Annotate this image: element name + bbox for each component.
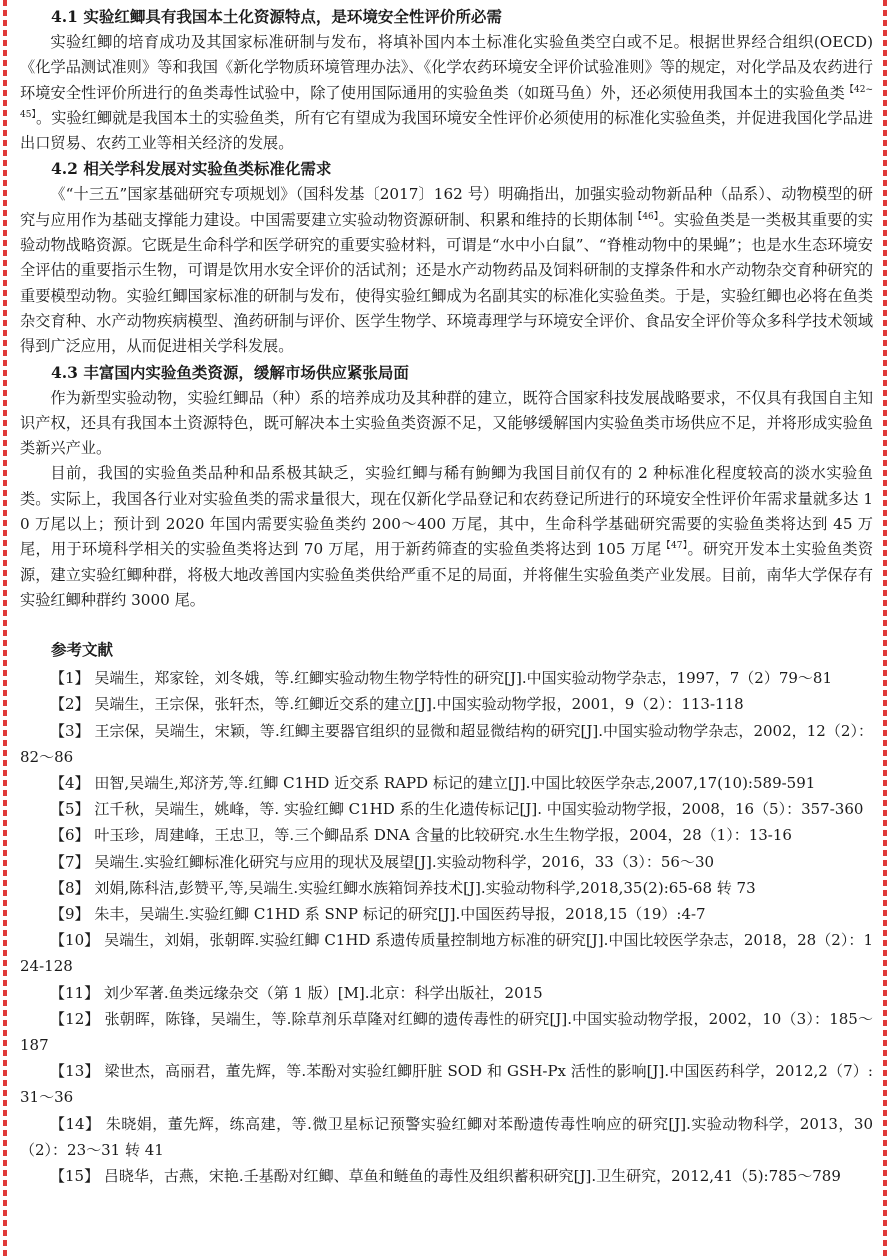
text-run: 《“十三五”国家基础研究专项规划》（国科发基〔2017〕162 号）明确指出，加强实验动物新品种（品系）、动物模型的研究与应用作为基础支撑能力建设。中国需要建立实验动物资源研制、积累和维持的长期体制	[20, 185, 873, 229]
reference-number: 【7】	[50, 852, 90, 871]
reference-text: 朱丰，吴端生.实验红鲫 C1HD 系 SNP 标记的研究[J].中国医药导报，2018,15（19）:4-7	[94, 905, 706, 924]
reference-number: 【4】	[50, 774, 90, 793]
reference-number: 【1】	[50, 669, 90, 688]
section-heading: 4.3 丰富国内实验鱼类资源，缓解市场供应紧张局面	[51, 362, 409, 382]
reference-item	[20, 1163, 873, 1189]
section-4-3	[20, 360, 873, 614]
reference-item	[20, 796, 873, 822]
references-list	[20, 665, 873, 1189]
reference-item	[20, 691, 873, 717]
text-run: 目前，我国的实验鱼类品种和品系极其缺乏，实验红鲫与稀有鮈鲫为我国目前仅有的 2 种标准化程度较高的淡水实验鱼类。实际上，我国各行业对实验鱼类的需求量很大，现在仅新化学品登记和农药登记所进行的环境安全性评价年需求量就多达 10 万尾以上；预计到 2020 年国内需要实验鱼类约 200～400 万尾，其中，生命科学基础研究需要的实验鱼类将达到 45 万尾，用于环境科学相关的实验鱼类将达到 70 万尾，用于新药筛查的实验鱼类将达到 105 万尾	[20, 464, 873, 559]
left-dashed-border	[3, 0, 7, 1259]
section-4-2	[20, 156, 873, 359]
body-paragraph	[20, 30, 873, 156]
reference-item	[20, 1006, 873, 1058]
reference-text: 王宗保，吴端生，宋颖，等.红鲫主要器官组织的显微和超显微结构的研究[J].中国实验动物学杂志，2002，12（2）：82～86	[20, 721, 873, 766]
reference-text: 吴端生，王宗保，张轩杰，等.红鲫近交系的建立[J].中国实验动物学报，2001，9（2）：113-118	[94, 695, 744, 714]
reference-item	[20, 822, 873, 848]
reference-text: 吕晓华，古燕，宋艳.壬基酚对红鲫、草鱼和鲢鱼的毒性及组织蓄积研究[J].卫生研究，2012,41（5):785～789	[103, 1167, 841, 1186]
text-run: 作为新型实验动物，实验红鲫品（种）系的培养成功及其种群的建立，既符合国家科技发展战略要求，不仅具有我国自主知识产权，还具有我国本土资源特色，既可解决本土实验鱼类资源不足，又能够缓解国内实验鱼类市场供应不足，并将形成实验鱼类新兴产业。	[20, 388, 873, 458]
reference-text: 刘娟,陈科洁,彭赞平,等,吴端生.实验红鲫水族箱饲养技术[J].实验动物科学,2018,35(2):65-68 转 73	[94, 878, 756, 897]
citation-marker: 【46】	[633, 211, 659, 222]
reference-item	[20, 875, 873, 901]
reference-number: 【14】	[50, 1114, 101, 1133]
reference-item	[20, 849, 873, 875]
reference-item	[20, 901, 873, 927]
reference-text: 梁世杰，高丽君，董先辉，等.苯酚对实验红鲫肝脏 SOD 和 GSH-Px 活性的影响[J].中国医药科学，2012,2（7）:31～36	[20, 1062, 873, 1107]
reference-number: 【9】	[50, 905, 90, 924]
reference-number: 【12】	[50, 1009, 100, 1028]
reference-number: 【5】	[50, 800, 90, 819]
body-paragraph	[20, 461, 873, 613]
reference-item	[20, 770, 873, 796]
reference-item	[20, 1111, 873, 1163]
citation-marker: 【42~45】	[20, 84, 874, 120]
reference-text: 田智,吴端生,郑济芳,等.红鲫 C1HD 近交系 RAPD 标记的建立[J].中国比较医学杂志,2007,17(10):589-591	[94, 774, 816, 793]
reference-text: 朱晓娟，董先辉，练高建，等.微卫星标记预警实验红鲫对苯酚遗传毒性响应的研究[J].实验动物科学，2013，30（2）：23～31 转 41	[20, 1114, 873, 1159]
right-dashed-border	[883, 0, 887, 1259]
reference-number: 【2】	[50, 695, 90, 714]
section-heading: 4.2 相关学科发展对实验鱼类标准化需求	[51, 159, 332, 179]
reference-text: 吴端生，刘娟，张朝晖.实验红鲫 C1HD 系遗传质量控制地方标准的研究[J].中国比较医学杂志，2018，28（2）：124-128	[20, 931, 873, 976]
reference-item	[20, 980, 873, 1006]
text-run: 。研究开发本土实验鱼类资源，建立实验红鲫种群，将极大地改善国内实验鱼类供给严重不足的局面，并将催生实验鱼类产业发展。目前，南华大学保存有实验红鲫种群约 3000 尾。	[20, 540, 874, 609]
reference-text: 江千秋，吴端生，姚峰，等. 实验红鲫 C1HD 系的生化遗传标记[J]. 中国实验动物学报，2008，16（5）：357-360	[94, 800, 864, 819]
reference-text: 吴端生，郑家铨，刘冬娥，等.红鲫实验动物生物学特性的研究[J].中国实验动物学杂志，1997，7（2）79～81	[94, 669, 833, 688]
section-4-1	[20, 4, 873, 156]
reference-item	[20, 1058, 873, 1110]
reference-number: 【15】	[50, 1167, 100, 1186]
document-page	[20, 4, 873, 1189]
references-title: 参考文献	[51, 640, 114, 660]
citation-marker: 【47】	[661, 541, 688, 552]
body-paragraph	[20, 182, 873, 359]
body-paragraph	[20, 386, 873, 462]
text-run: 。实验红鲫就是我国本土的实验鱼类，所有它有望成为我国环境安全性评价必须使用的标准化实验鱼类，并促进我国化学品进出口贸易、农药工业等相关经济的发展。	[20, 108, 874, 153]
reference-text: 吴端生.实验红鲫标准化研究与应用的现状及展望[J].实验动物科学，2016，33（3）：56～30	[94, 852, 715, 871]
body-sections	[20, 4, 873, 613]
reference-item	[20, 665, 873, 691]
text-run: 实验红鲫的培育成功及其国家标准研制与发布，将填补国内本土标准化实验鱼类空白或不足。根据世界经合组织(OECD)《化学品测试准则》等和我国《新化学物质环境管理办法》、《化学农药环境安全评价试验准则》等的规定，对化学品及农药进行环境安全性评价所进行的鱼类毒性试验中，除了使用国际通用的实验鱼类（如斑马鱼）外，还必须使用我国本土的实验鱼类	[20, 33, 873, 102]
reference-number: 【8】	[50, 878, 90, 897]
reference-item	[20, 718, 873, 770]
section-heading: 4.1 实验红鲫具有我国本土化资源特点，是环境安全性评价所必需	[51, 7, 502, 26]
reference-number: 【13】	[50, 1062, 100, 1081]
reference-text: 刘少军著.鱼类远缘杂交（第 1 版）[M].北京：科学出版社，2015	[103, 983, 543, 1002]
reference-item	[20, 927, 873, 979]
reference-number: 【11】	[50, 983, 100, 1002]
reference-number: 【3】	[50, 721, 90, 740]
reference-text: 张朝晖，陈锋，吴端生，等.除草剂乐草隆对红鲫的遗传毒性的研究[J].中国实验动物学报，2002，10（3）：185～187	[20, 1009, 873, 1055]
reference-number: 【10】	[50, 931, 100, 950]
text-run: 。实验鱼类是一类极其重要的实验动物战略资源。它既是生命科学和医学研究的重要实验材料，可谓是“水中小白鼠”、“脊椎动物中的果蝇”；也是水生态环境安全评估的重要指示生物，可谓是饮用水安全评价的活试剂；还是水产动物药品及饲料研制的支撑条件和水产动物杂交育种研究的重要模型动物。实验红鲫国家标准的研制与发布，使得实验红鲫成为名副其实的标准化实验鱼类。于是，实验红鲫也必将在鱼类杂交育种、水产动物疾病模型、渔药研制与评价、医学生物学、环境毒理学与环境安全评价、食品安全评价等众多科学技术领域得到广泛应用，从而促进相关学科发展。	[20, 210, 874, 356]
reference-number: 【6】	[50, 826, 90, 845]
reference-text: 叶玉珍，周建峰，王忠卫，等.三个鲫品系 DNA 含量的比较研究.水生生物学报，2004，28（1）：13-16	[94, 826, 792, 845]
